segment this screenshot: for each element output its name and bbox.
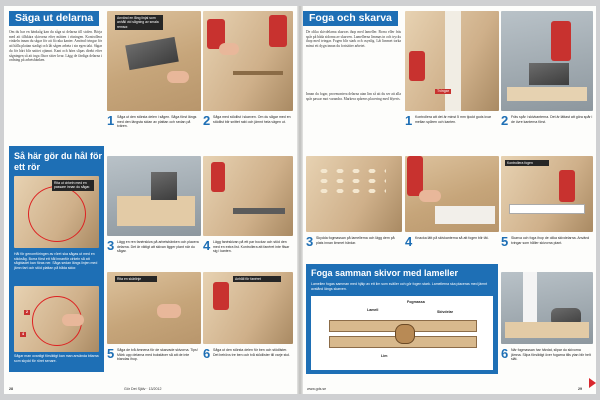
label-veneer-stop: Anhåll för fanéret — [233, 276, 281, 282]
left-footer-source: Gör Det Själv · 13/2012 — [124, 387, 162, 391]
step-3-number: 3 — [107, 238, 115, 253]
photo-veneer-layout — [107, 156, 201, 236]
next-page-arrow-icon[interactable] — [589, 378, 596, 388]
step-2-text: Såga med stödlist i skarven. Om du sågar med en stödlist blir snittet rakt och jämnt hela vägen ut. — [213, 115, 291, 124]
r-step-3-text: Skydda fogmassan på lamellerna och lägg dem på plats innan limmet härdar. — [316, 236, 395, 245]
diagram-label-skivdelar: Skivdelar — [437, 310, 453, 314]
step-6-text: Såga ut den största delen för ben och stödlister. Det behövs tre ben och två stödlister till varje stol. — [213, 348, 291, 357]
diagram-label-fogmassa: Fogmassa — [407, 300, 425, 304]
right-footer-url: www.gds.se — [307, 387, 327, 391]
r-step-1-number: 1 — [405, 113, 413, 128]
r-step-4-number: 4 — [405, 234, 413, 249]
right-page-intro-2: Innan du fogar, provmontera delarna utan lim så att du ser att alla spår passar mot varandra. Markera spårens placering med blyerts. — [306, 92, 401, 101]
photo-table-saw — [203, 11, 293, 111]
photo-assembly — [501, 156, 593, 232]
r-step-6-number: 6 — [501, 346, 509, 361]
hole-box-title: Så här gör du hål för ett rör — [14, 151, 103, 172]
photo-marking-parts — [107, 272, 201, 344]
r-step-1-text: Kontrollera att det är minst 5 mm tjockt gods kvar mellan spåren och kanten. — [415, 115, 492, 124]
right-page-number: 29 — [578, 387, 582, 391]
photo-veneer-support — [203, 156, 293, 236]
step-5-text: Såga de två ämnena för de skarvade skivorna. Tips! Märk upp delarna med bokstäver så att de inte blandas ihop. — [117, 348, 198, 361]
left-page-intro: Om du har en bänksåg kan du såga ut delarna till stolen. Börja med att tillskära skivorna efter måtten i ritningen. Kontrollera vinkeln innan du sågar för att få raka kanter. Använd tvingar för att hålla plattan stadigt och låt sågen arbeta i sin egen takt. Sågar du för hårt blir snittet ojämnt. Kant och hörn slipas direkt efter sågningen så att inga flisor sitter kvar. Lägg de färdiga delarna i ordning på arbetsbänken. — [9, 30, 102, 63]
hole-for-pipe-box — [9, 146, 104, 372]
photo-saw-cutting — [107, 11, 201, 111]
step-1-number: 1 — [107, 113, 115, 128]
r-step-2-text: Fräs spår i skivkanterna. Det är lättast att göra spår i de övre kanterna först. — [511, 115, 593, 124]
right-page-heading: Foga och skarva — [303, 11, 398, 26]
left-page-number: 28 — [9, 387, 13, 391]
photo-caption-ruler: Använd en lång linjal som anhåll vid sågning av smala remsor. — [115, 15, 163, 30]
r-step-6-text: När fogmassan har härdat, slipar du skivorna jämna. Slipa försiktigt över fogarna tills ytan blir helt slät. — [511, 348, 591, 361]
step-4-number: 4 — [203, 238, 211, 253]
step-5-number: 5 — [107, 346, 115, 361]
r-step-5-text: Skarva och foga ihop de olika skivdelarna. Använd tvingar som håller skivorna plant. — [511, 236, 590, 245]
diagram-label-lamell: Lamell — [367, 308, 379, 312]
lamell-diagram — [311, 296, 493, 370]
photo-slot-cutting — [405, 11, 499, 111]
photo-joint-check — [405, 156, 499, 232]
right-page-intro: De olika skivdelarna skarvas ihop med lameller. Borra eller fräs spår på båda sidorna av skarven. Lamellerna limmas in och trycks ihop med tvingar. Fogen blir stark och osynlig. Låt limmet torka minst ett dygn innan du fortsätter arbetet. — [306, 30, 401, 49]
hole-box-text: Hål för genomföringen av röret ska sågas ut med en sticksåg. Borra först ett hål innanför cirkeln så att sågbladet kan föras ner. Såga sedan längs linjen med jämn fart och stöd plattan på båda sidor. — [14, 252, 98, 270]
diagram-label-lim: Lim — [381, 354, 388, 358]
label-check-joint: Kontrollera fogen — [505, 160, 549, 166]
photo-jigsaw-cut: 2 4 — [14, 286, 99, 352]
step-3-text: Lägg en ren fanérskiva på arbetsbänken och placera delarna. Det är viktigt att skivan ligger plant när du sågar. — [117, 240, 199, 253]
photo-sanding — [501, 272, 593, 344]
step-1-text: Såga ut den största delen i sågen. Såga först längs med den längsta sidan av plattan och sedan på tvären. — [117, 115, 197, 128]
r-step-3-number: 3 — [306, 234, 314, 249]
r-step-5-number: 5 — [501, 234, 509, 249]
photo-biscuit-joiner — [501, 11, 593, 111]
step-4-text: Lägg fanéskivan på ett par bockar och stöd den med en extra list. Kontrollera att fanéret inte flisar sig i kanten. — [213, 240, 290, 253]
lamell-info-box — [306, 264, 498, 374]
step-6-number: 6 — [203, 346, 211, 361]
step-2-number: 2 — [203, 113, 211, 128]
lamell-box-text: Lamellen fogas samman med hjälp av ett lim som sväller och gör fogen stark. Lamellerna ska placeras med jämnt avstånd längs skarven. — [311, 282, 488, 291]
left-page — [4, 6, 297, 394]
lamell-box-title: Foga samman skivor med lameller — [311, 268, 459, 278]
r-step-2-number: 2 — [501, 113, 509, 128]
label-cut-line: Rita en skärlinje — [115, 276, 157, 282]
left-page-heading: Säga ut delarna — [9, 11, 99, 26]
right-page — [303, 6, 596, 394]
photo-circle-drawing — [14, 176, 99, 248]
photo-lamellas-glue — [306, 156, 402, 232]
photo-legs-cutting — [203, 272, 293, 344]
r-step-4-text: Knacka lätt på skivkanterna så att fogen blir tät. — [415, 236, 489, 240]
hole-box-caption: Rita ut cirkeln med en passare innan du sågar. — [52, 180, 94, 191]
hole-box-lower-text: Sågar man ovanligt försiktigt kan man använda bitarna som skydd för röret senare. — [14, 354, 99, 363]
label-clamps: Tvingar — [437, 89, 449, 93]
